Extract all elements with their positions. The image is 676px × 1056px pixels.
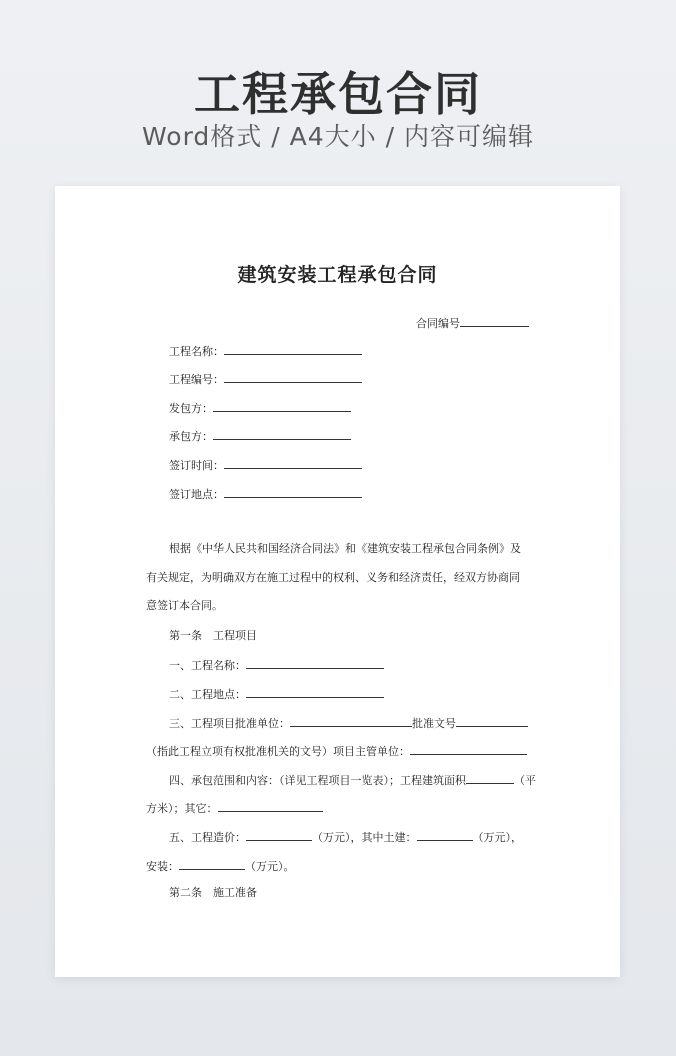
field-project-name [169,342,362,360]
item-5-install-blank[interactable] [179,857,245,870]
item-3-continued [146,742,527,760]
item-5-label: 五、工程造价： [169,831,246,844]
preamble-paragraph [146,535,529,621]
field-blank[interactable] [224,370,362,383]
field-contractor [169,427,351,445]
item-3-blank[interactable] [290,714,412,727]
item-3-cont-blank[interactable] [410,742,527,755]
contract-number-label: 合同编号 [416,317,460,330]
field-blank[interactable] [224,342,362,355]
item-5-unit: （万元）， [472,831,522,844]
item-5-install-label: 安装： [146,860,179,873]
field-signing-place [169,485,362,503]
item-1-label: 一、工程名称： [169,659,246,672]
item-4-other-blank[interactable] [218,799,323,812]
item-3-label: 三、工程项目批准单位： [169,717,290,730]
item-4-unit: （平 [514,774,536,787]
field-blank[interactable] [213,399,351,412]
field-label: 签订地点： [169,488,224,501]
item-2 [169,685,384,703]
banner-title: 工程承包合同 [194,67,482,121]
item-3-doc-blank[interactable] [456,714,528,727]
field-label: 工程名称： [169,345,224,358]
field-label: 工程编号： [169,373,224,386]
article1-heading: 第一条 工程项目 [169,629,257,642]
item-5 [169,828,522,846]
field-blank[interactable] [224,456,362,469]
item-5-civil-label: （万元），其中土建： [312,831,417,844]
field-signing-time [169,456,362,474]
item-2-blank[interactable] [246,685,384,698]
field-label: 发包方： [169,402,213,415]
field-label: 承包方： [169,430,213,443]
item-4-other-label: 方米）；其它： [146,802,218,815]
preamble-text: 根据《中华人民共和国经济合同法》和《建筑安装工程承包合同条例》及有关规定，为明确双方在施工过程中的权利、义务和经济责任，经双方协商同意签订本合同。 [146,542,521,612]
banner-subtitle: Word格式 / A4大小 / 内容可编辑 [142,122,534,151]
item-4 [169,771,536,789]
item-5-cost-blank[interactable] [246,828,312,841]
field-blank[interactable] [224,485,362,498]
item-5-install-unit: （万元）。 [245,860,295,873]
contract-number-line [416,314,529,332]
item-3-doc-label: 批准文号 [412,717,456,730]
contract-number-blank[interactable] [460,314,529,327]
document-title: 建筑安装工程承包合同 [237,264,438,286]
item-3 [169,714,528,732]
field-label: 签订时间： [169,459,224,472]
item-5-civil-blank[interactable] [417,828,473,841]
item-1-blank[interactable] [246,656,384,669]
item-1 [169,656,384,674]
document-page [55,186,620,977]
item-4-label: 四、承包范围和内容：（详见工程项目一览表）；工程建筑面积 [169,774,466,787]
field-blank[interactable] [213,427,351,440]
item-4-continued [146,799,323,817]
item-5-continued [146,857,295,875]
item-4-area-blank[interactable] [466,771,514,784]
field-employer [169,399,351,417]
field-project-number [169,370,362,388]
item-3-cont-label: （指此工程立项有权批准机关的文号）项目主管单位： [146,745,410,758]
article2-heading: 第二条 施工准备 [169,886,257,899]
item-2-label: 二、工程地点： [169,688,246,701]
